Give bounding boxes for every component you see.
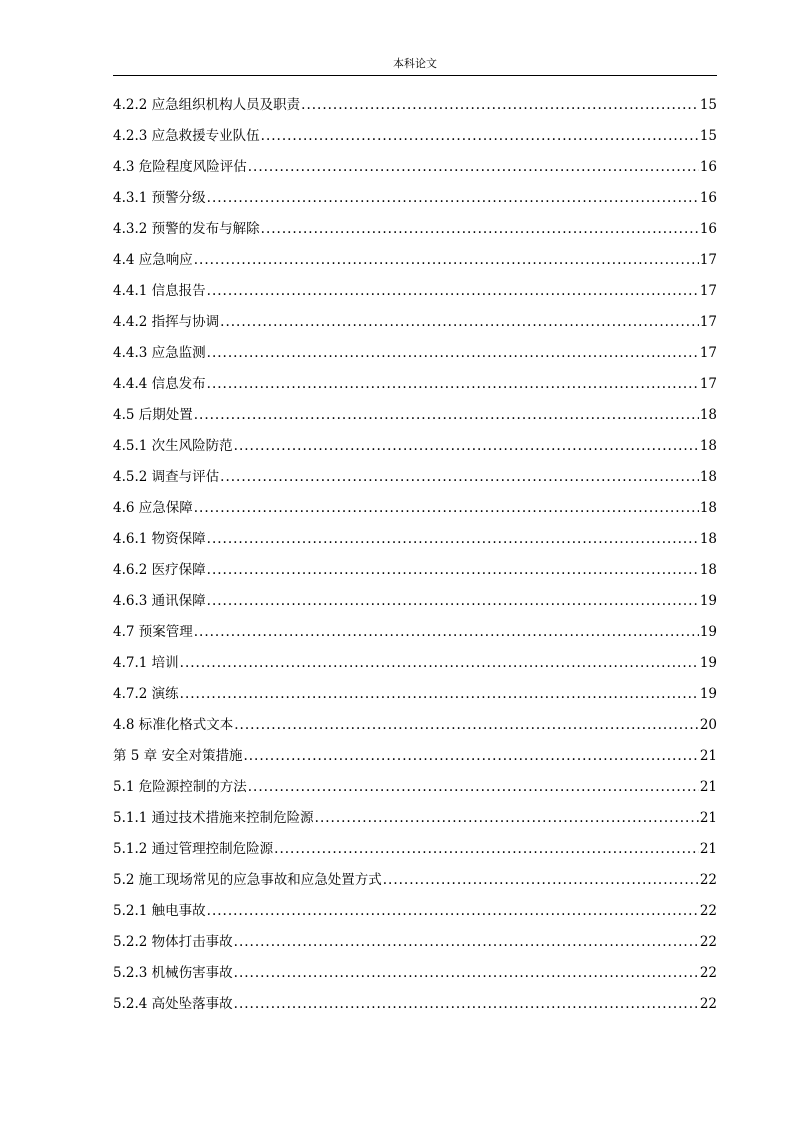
toc-entry-label: 5.1.2 通过管理控制危险源 [113, 841, 274, 857]
toc-leader-dots [207, 183, 699, 214]
toc-entry-page: 22 [699, 996, 717, 1012]
toc-leader-dots [194, 617, 699, 648]
toc-leader-dots [180, 648, 699, 679]
toc-entry[interactable] [113, 648, 717, 679]
toc-entry[interactable] [113, 741, 717, 772]
toc-entry-label: 4.6 应急保障 [113, 500, 193, 516]
toc-entry-page: 21 [699, 810, 717, 826]
toc-entry-label: 4.3.1 预警分级 [113, 190, 206, 206]
toc-entry[interactable] [113, 431, 717, 462]
toc-entry[interactable] [113, 493, 717, 524]
toc-entry-page: 18 [699, 438, 717, 454]
toc-entry-label: 4.4.4 信息发布 [113, 376, 206, 392]
toc-entry-page: 21 [699, 841, 717, 857]
toc-entry-label: 5.1.1 通过技术措施来控制危险源 [113, 810, 314, 826]
toc-entry-page: 18 [699, 469, 717, 485]
toc-entry-page: 19 [699, 655, 717, 671]
toc-entry-page: 22 [699, 934, 717, 950]
toc-entry[interactable] [113, 183, 717, 214]
toc-entry-label: 4.6.2 医疗保障 [113, 562, 206, 578]
toc-entry-page: 19 [699, 593, 717, 609]
toc-entry[interactable] [113, 896, 717, 927]
toc-entry-page: 16 [699, 221, 717, 237]
toc-leader-dots [248, 772, 699, 803]
toc-entry-label: 4.2.3 应急救援专业队伍 [113, 128, 260, 144]
toc-entry-page: 17 [699, 252, 717, 268]
toc-entry-label: 4.4.3 应急监测 [113, 345, 206, 361]
toc-entry[interactable] [113, 152, 717, 183]
toc-leader-dots [234, 989, 699, 1020]
toc-entry-label: 4.4.2 指挥与协调 [113, 314, 220, 330]
toc-entry[interactable] [113, 586, 717, 617]
toc-entry-page: 18 [699, 407, 717, 423]
toc-entry-page: 16 [699, 190, 717, 206]
toc-entry-label: 5.2.2 物体打击事故 [113, 934, 233, 950]
toc-leader-dots [220, 307, 699, 338]
toc-entry-page: 22 [699, 872, 717, 888]
toc-entry-page: 15 [699, 128, 717, 144]
toc-entry-page: 21 [699, 748, 717, 764]
toc-leader-dots [234, 710, 699, 741]
toc-entry[interactable] [113, 307, 717, 338]
toc-leader-dots [234, 431, 699, 462]
toc-entry-page: 19 [699, 686, 717, 702]
toc-leader-dots [207, 338, 699, 369]
toc-entry[interactable] [113, 214, 717, 245]
toc-entry-label: 4.4 应急响应 [113, 252, 193, 268]
toc-entry-label: 4.7 预案管理 [113, 624, 193, 640]
toc-leader-dots [207, 276, 699, 307]
toc-entry-page: 17 [699, 376, 717, 392]
toc-entry-page: 16 [699, 159, 717, 175]
toc-entry-label: 第 5 章 安全对策措施 [113, 748, 243, 764]
toc-leader-dots [194, 493, 699, 524]
toc-entry[interactable] [113, 555, 717, 586]
toc-entry[interactable] [113, 369, 717, 400]
page-header [113, 57, 717, 76]
toc-entry-page: 17 [699, 283, 717, 299]
toc-leader-dots [220, 462, 699, 493]
toc-entry-page: 17 [699, 345, 717, 361]
toc-entry-page: 22 [699, 903, 717, 919]
toc-entry-label: 4.5.2 调查与评估 [113, 469, 220, 485]
toc-entry-page: 17 [699, 314, 717, 330]
toc-leader-dots [180, 679, 699, 710]
toc-entry-label: 5.2.3 机械伤害事故 [113, 965, 233, 981]
toc-leader-dots [234, 927, 699, 958]
toc-entry[interactable] [113, 958, 717, 989]
header-title: 本科论文 [393, 57, 437, 70]
toc-entry-label: 5.2.4 高处坠落事故 [113, 996, 233, 1012]
toc-entry[interactable] [113, 617, 717, 648]
toc-entry[interactable] [113, 803, 717, 834]
toc-entry-page: 15 [699, 97, 717, 113]
toc-entry-label: 4.7.1 培训 [113, 655, 179, 671]
table-of-contents [113, 90, 717, 1020]
toc-leader-dots [261, 121, 699, 152]
toc-entry-label: 4.3 危险程度风险评估 [113, 159, 247, 175]
toc-entry-page: 18 [699, 500, 717, 516]
toc-entry-label: 4.6.1 物资保障 [113, 531, 206, 547]
toc-entry[interactable] [113, 927, 717, 958]
toc-entry[interactable] [113, 772, 717, 803]
toc-leader-dots [207, 369, 699, 400]
toc-leader-dots [207, 555, 699, 586]
toc-entry-page: 18 [699, 562, 717, 578]
toc-leader-dots [194, 245, 699, 276]
toc-leader-dots [207, 524, 699, 555]
toc-leader-dots [261, 214, 699, 245]
toc-entry-page: 22 [699, 965, 717, 981]
toc-entry[interactable] [113, 679, 717, 710]
toc-leader-dots [207, 896, 699, 927]
toc-entry-label: 4.5.1 次生风险防范 [113, 438, 233, 454]
toc-leader-dots [274, 834, 699, 865]
toc-entry[interactable] [113, 834, 717, 865]
toc-leader-dots [243, 741, 698, 772]
toc-entry[interactable] [113, 276, 717, 307]
toc-leader-dots [207, 586, 699, 617]
toc-entry[interactable] [113, 462, 717, 493]
toc-entry[interactable] [113, 710, 717, 741]
toc-entry[interactable] [113, 90, 717, 121]
toc-entry[interactable] [113, 121, 717, 152]
toc-entry-label: 4.7.2 演练 [113, 686, 179, 702]
toc-leader-dots [301, 90, 699, 121]
toc-entry-page: 19 [699, 624, 717, 640]
toc-entry-label: 4.3.2 预警的发布与解除 [113, 221, 260, 237]
toc-entry-label: 5.2.1 触电事故 [113, 903, 206, 919]
toc-entry[interactable] [113, 338, 717, 369]
toc-leader-dots [194, 400, 699, 431]
toc-entry-label: 4.6.3 通讯保障 [113, 593, 206, 609]
toc-entry-label: 4.2.2 应急组织机构人员及职责 [113, 97, 301, 113]
toc-entry[interactable] [113, 400, 717, 431]
toc-entry[interactable] [113, 865, 717, 896]
toc-entry[interactable] [113, 989, 717, 1020]
toc-leader-dots [383, 865, 699, 896]
toc-leader-dots [248, 152, 699, 183]
toc-entry-label: 5.2 施工现场常见的应急事故和应急处置方式 [113, 872, 382, 888]
toc-entry-label: 4.8 标准化格式文本 [113, 717, 234, 733]
toc-entry-label: 5.1 危险源控制的方法 [113, 779, 247, 795]
toc-entry[interactable] [113, 524, 717, 555]
toc-entry-label: 4.5 后期处置 [113, 407, 193, 423]
toc-entry-page: 18 [699, 531, 717, 547]
toc-entry-label: 4.4.1 信息报告 [113, 283, 206, 299]
toc-entry-page: 20 [699, 717, 717, 733]
toc-leader-dots [315, 803, 699, 834]
toc-entry-page: 21 [699, 779, 717, 795]
toc-entry[interactable] [113, 245, 717, 276]
toc-leader-dots [234, 958, 699, 989]
